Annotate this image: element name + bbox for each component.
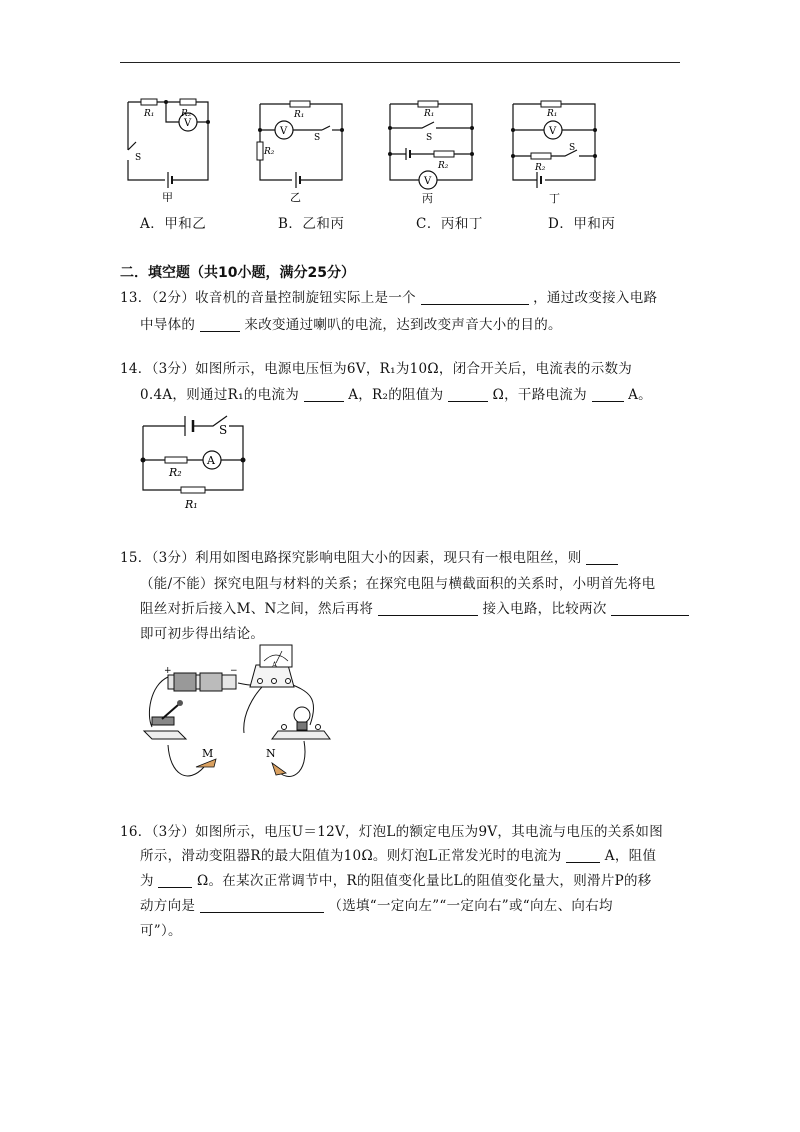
q15-blank-2[interactable] bbox=[378, 601, 478, 616]
label-r1: R₁ bbox=[294, 110, 305, 120]
q13-blank-1[interactable] bbox=[421, 290, 529, 305]
q16-line-4 bbox=[140, 894, 613, 914]
svg-text:+: + bbox=[164, 666, 172, 676]
voltmeter-label: V bbox=[549, 126, 557, 137]
q13-line-1 bbox=[120, 286, 657, 306]
q16-text-2a: 所示，滑动变阻器R的最大阻值为10Ω。则灯泡L正常发光时的电流为 bbox=[140, 848, 562, 864]
q16-line-5: 可”）。 bbox=[140, 923, 182, 939]
q15-text-1a: 15．（3分）利用如图电路探究影响电阻大小的因素，现只有一根电阻丝，则 bbox=[120, 550, 582, 566]
label-r1: R₁ bbox=[547, 109, 558, 119]
label-r2: R₂ bbox=[169, 466, 182, 479]
q16-blank-1[interactable] bbox=[566, 848, 600, 863]
q16-text-3b: Ω。在某次正常调节中，R的阻值变化量比L的阻值变化量大，则滑片P的移 bbox=[197, 873, 652, 889]
q16-line-2 bbox=[140, 844, 656, 864]
svg-text:−: − bbox=[230, 666, 238, 676]
switch-label: S bbox=[135, 153, 142, 163]
q13-text-2b: 来改变通过喇叭的电流，达到改变声音大小的目的。 bbox=[244, 317, 562, 333]
q15-line-4: 即可初步得出结论。 bbox=[140, 626, 265, 642]
option-c[interactable]: C．丙和丁 bbox=[416, 216, 483, 232]
q14-line-1: 14．（3分）如图所示，电源电压恒为6V，R₁为10Ω，闭合开关后，电流表的示数为 bbox=[120, 361, 633, 377]
switch-label: S bbox=[314, 133, 321, 143]
q14-blank-1[interactable] bbox=[304, 387, 344, 402]
caption-ding: 丁 bbox=[549, 192, 560, 204]
label-r2: R₂ bbox=[181, 109, 192, 119]
ammeter-label: A bbox=[207, 454, 215, 467]
circuit-bing-diagram bbox=[382, 92, 482, 204]
section-title: 二．填空题（共10小题，满分25分） bbox=[120, 265, 355, 281]
q14-text-2b: A，R₂的阻值为 bbox=[348, 387, 444, 403]
q14-text-2a: 0.4A，则通过R₁的电流为 bbox=[140, 387, 299, 403]
q16-text-2b: A，阻值 bbox=[604, 848, 657, 864]
voltmeter-label: V bbox=[184, 118, 192, 129]
q14-line-2 bbox=[140, 383, 652, 403]
caption-yi: 乙 bbox=[290, 191, 301, 202]
label-r1: R₁ bbox=[185, 498, 198, 511]
circuit-yi-diagram bbox=[252, 92, 352, 202]
q13-text-1b: ，通过改变接入电路 bbox=[533, 290, 658, 306]
caption-jia: 甲 bbox=[162, 191, 173, 202]
q14-blank-3[interactable] bbox=[592, 387, 624, 402]
switch-label: S bbox=[219, 423, 228, 437]
label-r2: R₂ bbox=[264, 147, 275, 157]
ammeter-label: A bbox=[272, 661, 278, 669]
option-b[interactable]: B．乙和丙 bbox=[278, 216, 345, 232]
label-r1: R₁ bbox=[424, 109, 435, 119]
q14-blank-2[interactable] bbox=[448, 387, 488, 402]
q15-blank-3[interactable] bbox=[611, 601, 689, 616]
q16-text-4b: （选填“一定向左”“一定向右”或“向左、向右均 bbox=[328, 898, 613, 914]
q16-blank-2[interactable] bbox=[158, 873, 192, 888]
switch-label: S bbox=[426, 133, 433, 143]
option-a[interactable]: A．甲和乙 bbox=[140, 216, 207, 232]
label-r2: R₂ bbox=[438, 161, 449, 171]
label-r2: R₂ bbox=[535, 163, 546, 173]
label-m: M bbox=[202, 747, 214, 760]
circuit-jia-diagram bbox=[118, 92, 218, 202]
option-d[interactable]: D．甲和丙 bbox=[548, 216, 616, 232]
q13-text-1a: 13．（2分）收音机的音量控制旋钮实际上是一个 bbox=[120, 290, 416, 306]
q13-line-2 bbox=[140, 313, 562, 333]
q14-circuit-diagram bbox=[135, 402, 255, 512]
q14-text-2d: A。 bbox=[628, 387, 652, 403]
q15-text-3a: 阻丝对折后接入M、N之间，然后再将 bbox=[140, 601, 374, 617]
q16-line-3 bbox=[140, 869, 652, 889]
q15-text-3b: 接入电路，比较两次 bbox=[482, 601, 607, 617]
q14-text-2c: Ω，干路电流为 bbox=[492, 387, 587, 403]
q13-text-2a: 中导体的 bbox=[140, 317, 196, 333]
q16-text-4a: 动方向是 bbox=[140, 898, 196, 914]
voltmeter-label: V bbox=[280, 126, 288, 137]
label-r1: R₁ bbox=[144, 109, 155, 119]
q15-apparatus-diagram bbox=[138, 635, 358, 795]
voltmeter-label: V bbox=[424, 176, 432, 187]
q16-blank-3[interactable] bbox=[200, 898, 324, 913]
q16-text-3a: 为 bbox=[140, 873, 154, 889]
caption-bing: 丙 bbox=[422, 192, 433, 204]
q15-line-3 bbox=[140, 597, 689, 617]
q13-blank-2[interactable] bbox=[200, 317, 240, 332]
switch-label: S bbox=[569, 143, 576, 153]
q15-blank-1[interactable] bbox=[586, 550, 618, 565]
q16-line-1: 16．（3分）如图所示，电压U＝12V，灯泡L的额定电压为9V，其电流与电压的关系如图 bbox=[120, 824, 664, 840]
circuit-ding-diagram bbox=[505, 92, 605, 204]
q15-line-2: （能/不能）探究电阻与材料的关系；在探究电阻与横截面积的关系时，小明首先将电 bbox=[140, 576, 656, 592]
label-n: N bbox=[266, 747, 276, 760]
q15-line-1 bbox=[120, 546, 618, 566]
header-rule bbox=[120, 62, 680, 63]
